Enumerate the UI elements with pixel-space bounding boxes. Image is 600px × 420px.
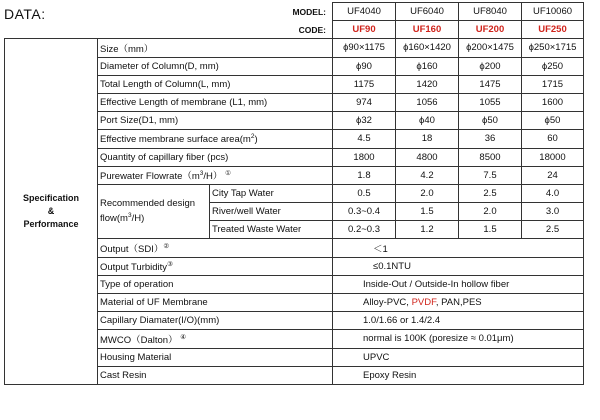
value-cell: 36 [459,130,522,148]
value-cell: 3.0 [522,203,584,221]
spec-table [4,2,584,385]
value-cell: 2.5 [459,184,522,202]
row-label-text: Purewater Flowrate（m [100,171,200,183]
value-cell: 7.5 [459,166,522,184]
value-cell: 0.2~0.3 [333,221,396,239]
value-cell: ϕ200×1475 [459,39,522,57]
row-label [98,330,333,348]
model-row [5,3,584,21]
value-cell: 974 [333,93,396,111]
value-cell: 1.0/1.66 or 1.4/2.4 [333,312,584,330]
row-label: Diameter of Column(D, mm) [98,57,333,75]
row-label-text: Recommended design flow(m [100,198,196,225]
code-cell: UF250 [522,21,584,39]
value-cell: 1.2 [396,221,459,239]
value-cell: ϕ160 [396,57,459,75]
value-cell: 1800 [333,148,396,166]
model-cell: UF4040 [333,3,396,21]
value-cell: ϕ250×1715 [522,39,584,57]
row-label: Material of UF Membrane [98,294,333,312]
value-cell: normal is 100K (poresize ≈ 0.01μm) [333,330,584,348]
row-label: Capillary Diamater(I/O)(mm) [98,312,333,330]
page-label: DATA: [4,6,46,22]
value-cell: ϕ90×1175 [333,39,396,57]
value-cell: 24 [522,166,584,184]
value-cell: ＜1 [333,239,584,257]
model-label: MODEL: [292,6,326,17]
row-label-text: MWCO（Dalton） [100,334,178,346]
value-cell: ϕ40 [396,112,459,130]
value-cell: 18 [396,130,459,148]
code-label: CODE: [298,24,326,35]
value-cell: Inside-Out / Outside-In hollow fiber [333,275,584,293]
value-cell: 1.5 [459,221,522,239]
section-label-line: Performance [23,219,79,230]
code-cell: UF160 [396,21,459,39]
value-text: , PAN,PES [435,297,482,309]
value-cell: 0.3~0.4 [333,203,396,221]
value-cell: 4800 [396,148,459,166]
row-label: Effective Length of membrane (L1, mm) [98,93,333,111]
row-label [98,130,333,148]
row-label: Size（mm） [98,39,333,57]
value-cell: 18000 [522,148,584,166]
row-label-sup: 3 [127,212,132,220]
value-cell: 1056 [396,93,459,111]
row-label [98,257,333,275]
value-cell: 4.5 [333,130,396,148]
row-label-end: /H) [131,213,145,225]
code-cell: UF200 [459,21,522,39]
value-cell: Epoxy Resin [333,366,584,384]
value-cell: 8500 [459,148,522,166]
value-cell: ϕ50 [522,112,584,130]
value-cell: 1715 [522,75,584,93]
value-cell: 0.5 [333,184,396,202]
row-label [98,166,333,184]
value-cell: 1420 [396,75,459,93]
table-row [5,39,584,57]
value-cell: 4.2 [396,166,459,184]
value-cell [333,294,584,312]
row-label-sup: 2 [250,132,255,140]
value-cell: 1.5 [396,203,459,221]
value-cell: 1475 [459,75,522,93]
value-text-highlight: PVDF [411,297,436,309]
value-cell: 1.8 [333,166,396,184]
row-label: Quantity of capillary fiber (pcs) [98,148,333,166]
value-cell: 2.5 [522,221,584,239]
row-label: Total Length of Column(L, mm) [98,75,333,93]
value-cell: 1175 [333,75,396,93]
value-cell: 60 [522,130,584,148]
value-cell: ϕ200 [459,57,522,75]
row-label: Type of operation [98,275,333,293]
footnote-marker: ④ [180,333,187,341]
value-cell: ϕ50 [459,112,522,130]
value-cell: ϕ32 [333,112,396,130]
section-label [5,39,98,385]
value-cell: 1055 [459,93,522,111]
row-label: Port Size(D1, mm) [98,112,333,130]
value-cell: ϕ90 [333,57,396,75]
value-cell: ≤0.1NTU [333,257,584,275]
footnote-marker: ③ [167,260,173,268]
row-label-sup: 3 [199,170,204,178]
row-label-end: ) [254,133,258,145]
code-row [5,21,584,39]
sub-row-label: City Tap Water [210,184,333,202]
row-label: Housing Material [98,348,333,366]
value-text: Alloy-PVC, [363,297,412,309]
model-cell: UF8040 [459,3,522,21]
row-label [98,239,333,257]
footnote-marker: ① [225,170,231,178]
section-label-line: & [47,206,55,217]
footnote-marker: ② [163,242,170,250]
value-cell: ϕ250 [522,57,584,75]
row-label-text: Output（SDI） [100,244,164,256]
code-cell: UF90 [333,21,396,39]
sub-row-label: Treated Waste Water [210,221,333,239]
sub-row-label: River/well Water [210,203,333,221]
row-label-end: /H） [203,171,223,183]
row-label-text: Effective membrane surface area(m [100,133,251,145]
section-label-line: Specification [22,193,79,204]
value-cell: ϕ160×1420 [396,39,459,57]
model-cell: UF10060 [522,3,584,21]
value-cell: UPVC [333,348,584,366]
row-label-text: Output Turbidity [100,261,168,273]
value-cell: 1600 [522,93,584,111]
value-cell: 2.0 [459,203,522,221]
row-label [98,184,210,239]
row-label: Cast Resin [98,366,333,384]
value-cell: 2.0 [396,184,459,202]
value-cell: 4.0 [522,184,584,202]
model-cell: UF6040 [396,3,459,21]
